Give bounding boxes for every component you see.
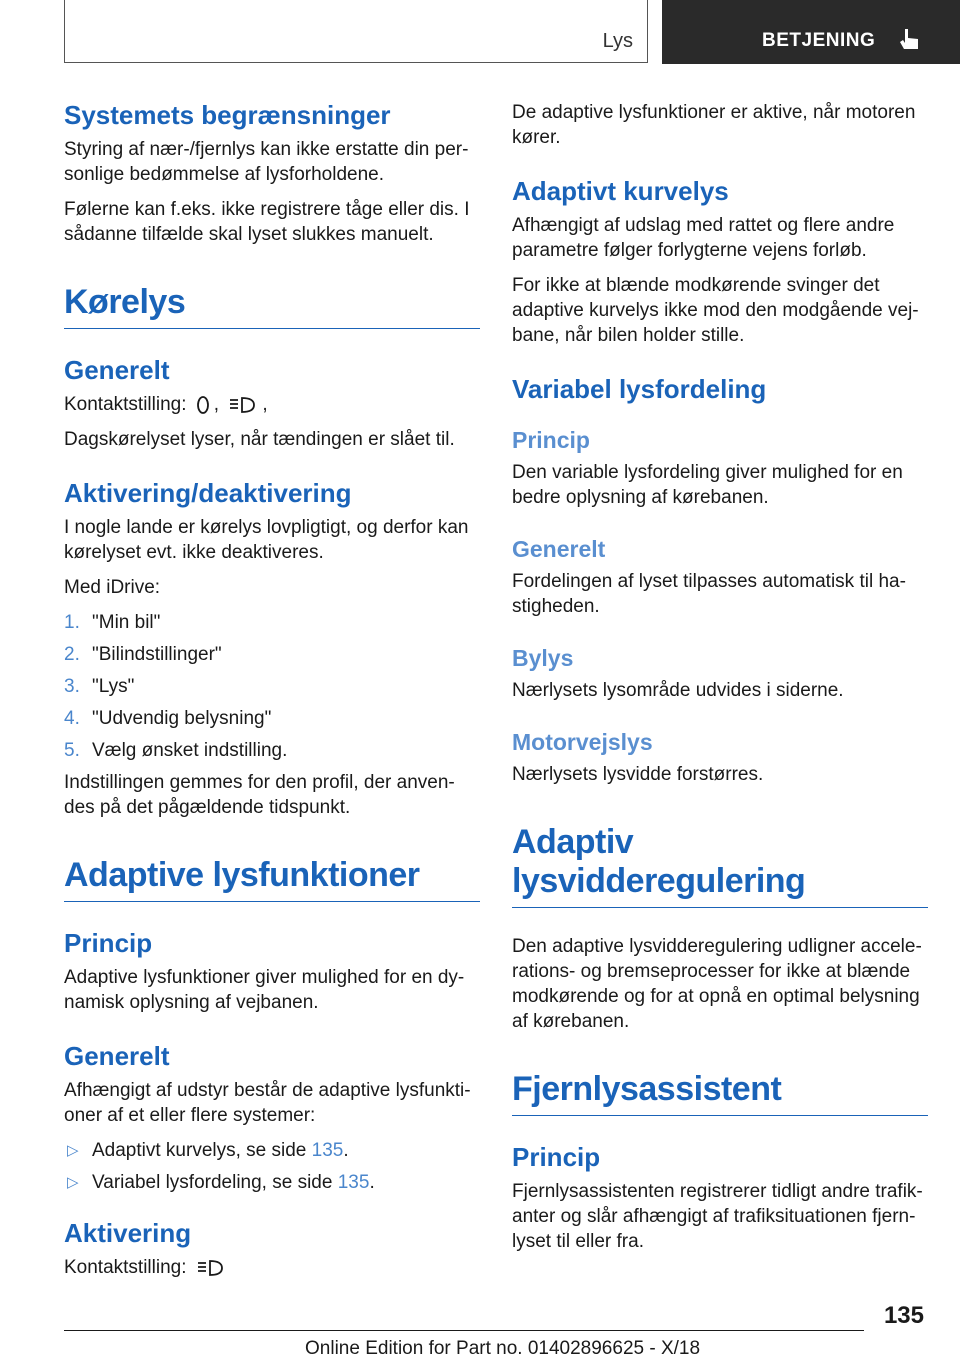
korelys-contact-position [64, 392, 480, 417]
korelys-generelt-text: Dagskørelyset lyser, når tændingen er slået til. [64, 429, 455, 450]
limits-paragraph-1: Styring af nær-/fjernlys kan ikke erstatte din per-sonlige bedømmelse af lysforholdene. [64, 139, 469, 185]
header-chapter-title: BETJENING [762, 30, 876, 51]
page-number: 135 [883, 1302, 924, 1329]
right-column [512, 100, 928, 1264]
footer-edition: Online Edition for Part no. 01402896625 - X/18 [305, 1338, 701, 1359]
heading-aktivering: Aktivering [64, 1218, 192, 1248]
aktivering-contact-position: Kontaktstilling: [64, 1255, 480, 1280]
variabel-princip-text: Den variable lysfordeling giver mulighed for en bedre oplysning af kørebanen. [512, 462, 903, 508]
heading-adaptive-princip: Princip [64, 928, 153, 958]
adaptive-generelt-text: Afhængigt af udstyr består de adaptive lysfunkti-oner af et eller flere systemer: [64, 1080, 471, 1126]
headlight-icon [196, 1257, 226, 1279]
heading-adaptive-generelt: Generelt [64, 1041, 170, 1071]
heading-aktivering-deaktivering: Aktivering/deaktivering [64, 478, 352, 508]
heading-korelys: Kørelys [64, 283, 480, 329]
header-section-title: Lys [602, 30, 633, 52]
heading-fjernlys-princip: Princip [512, 1142, 601, 1172]
pointing-hand-icon [896, 27, 922, 53]
motorvejslys-text: Nærlysets lysvidde forstørres. [512, 764, 764, 785]
heading-limits: Systemets begrænsninger [64, 100, 391, 130]
variabel-generelt-text: Fordelingen af lyset tilpasses automatisk til ha-stigheden. [512, 571, 906, 617]
list-item: 1. "Min bil" [64, 612, 161, 633]
header-chapter-tab [662, 0, 960, 64]
heading-adaptive-lysfunktioner: Adaptive lysfunktioner [64, 856, 480, 902]
page-link[interactable]: 135 [311, 1140, 344, 1161]
idrive-steps-list [64, 610, 480, 763]
ignition-off-icon [196, 394, 210, 416]
lysvidde-text: Den adaptive lysvidderegulering udligner accele-rations- og bremseprocesser for ikke at blænde modkørende og for at opnå en optimal belysning af kørebanen. [512, 936, 922, 1032]
list-item: ▷ Adaptivt kurvelys, se side 135. [67, 1140, 349, 1161]
aktivering-paragraph-2: Med iDrive: [64, 577, 161, 598]
triangle-bullet-icon: ▷ [67, 1142, 79, 1159]
kurvelys-paragraph-2: For ikke at blænde modkørende svinger det adaptive kurvelys ikke mod den modgående vej-bane, når bilen holder stille. [512, 275, 919, 346]
heading-adaptiv-lysvidderegulering: Adaptiv lysvidderegulering [512, 823, 928, 908]
heading-korelys-generelt: Generelt [64, 355, 170, 385]
limits-paragraph-2: Følerne kan f.eks. ikke registrere tåge eller dis. I sådanne tilfælde skal lyset slukkes manuelt. [64, 199, 470, 245]
adaptive-princip-text: Adaptive lysfunktioner giver mulighed for en dy-namisk oplysning af vejbanen. [64, 967, 465, 1013]
heading-fjernlysassistent: Fjernlysassistent [512, 1070, 928, 1116]
page-link[interactable]: 135 [337, 1172, 370, 1193]
bylys-text: Nærlysets lysområde udvides i siderne. [512, 680, 844, 701]
heading-variabel-generelt: Generelt [512, 536, 606, 562]
aktivering-paragraph-3: Indstillingen gemmes for den profil, der anven-des på det pågældende tidspunkt. [64, 772, 455, 818]
aktivering-paragraph-1: I nogle lande er kørelys lovpligtigt, og derfor kan kørelyset evt. ikke deaktiveres. [64, 517, 469, 563]
page-header [0, 0, 960, 66]
list-item: 2. "Bilindstillinger" [64, 644, 222, 665]
heading-variabel-lysfordeling: Variabel lysfordeling [512, 374, 767, 404]
heading-adaptivt-kurvelys: Adaptivt kurvelys [512, 176, 729, 206]
triangle-bullet-icon: ▷ [67, 1174, 79, 1191]
footer-divider [64, 1330, 864, 1331]
left-column [64, 100, 480, 1290]
contact-separator-1: , [213, 394, 220, 415]
contact-separator-2: , [262, 394, 268, 415]
heading-bylys: Bylys [512, 645, 574, 671]
fjernlys-princip-text: Fjernlysassistenten registrerer tidligt andre trafik-anter og slår afhængigt af trafiksituationen fjern-lyset til eller fra. [512, 1181, 923, 1252]
list-item: 3. "Lys" [64, 676, 135, 697]
heading-motorvejslys: Motorvejslys [512, 729, 653, 755]
adaptive-intro: De adaptive lysfunktioner er aktive, når motoren kører. [512, 102, 916, 148]
list-item: 4. "Udvendig belysning" [64, 708, 272, 729]
contact-label: Kontaktstilling: [64, 394, 187, 415]
heading-variabel-princip: Princip [512, 427, 590, 453]
list-item: 5. Vælg ønsket indstilling. [64, 740, 288, 761]
list-item: ▷ Variabel lysfordeling, se side 135. [67, 1172, 375, 1193]
headlight-icon [228, 394, 258, 416]
kurvelys-paragraph-1: Afhængigt af udslag med rattet og flere andre parametre følger forlygterne vejens forløb. [512, 215, 895, 261]
adaptive-systems-list [64, 1138, 480, 1195]
header-section-box [64, 0, 648, 63]
